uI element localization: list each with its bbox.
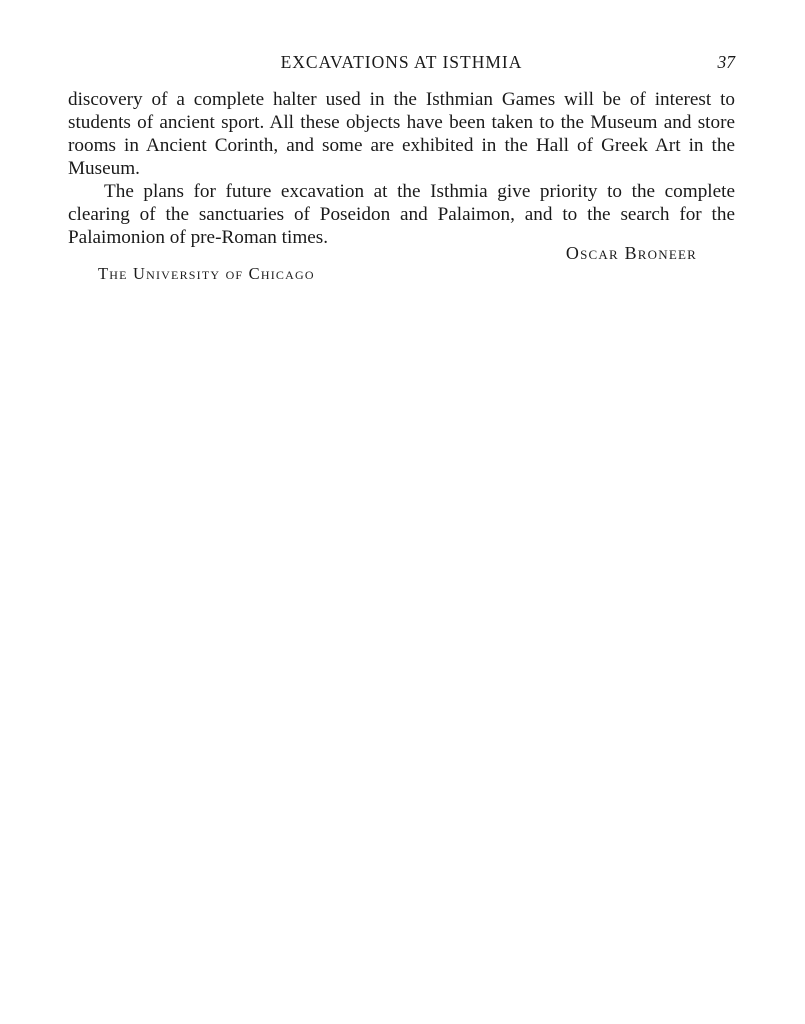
- page-number: 37: [717, 52, 735, 72]
- running-head: [68, 52, 735, 76]
- paragraph-future-plans: The plans for future excavation at the Isthmia give priority to the complete clearing of the sanctuaries of Poseidon and Palaimon, and to the search for the Palaimonion of pre-Roman times.: [68, 181, 735, 248]
- running-title: EXCAVATIONS AT ISTHMIA: [280, 52, 523, 72]
- author-name: Oscar Broneer: [565, 243, 697, 263]
- paragraph-continuation: discovery of a complete halter used in the Isthmian Games will be of interest to students of ancient sport. All these objects have been taken to the Museum and store rooms in Ancient Corinth, and some are exhibited in the Hall of Greek Art in the Museum.: [68, 89, 735, 179]
- author-affiliation: The University of Chicago: [98, 264, 315, 283]
- body-text: [68, 88, 735, 249]
